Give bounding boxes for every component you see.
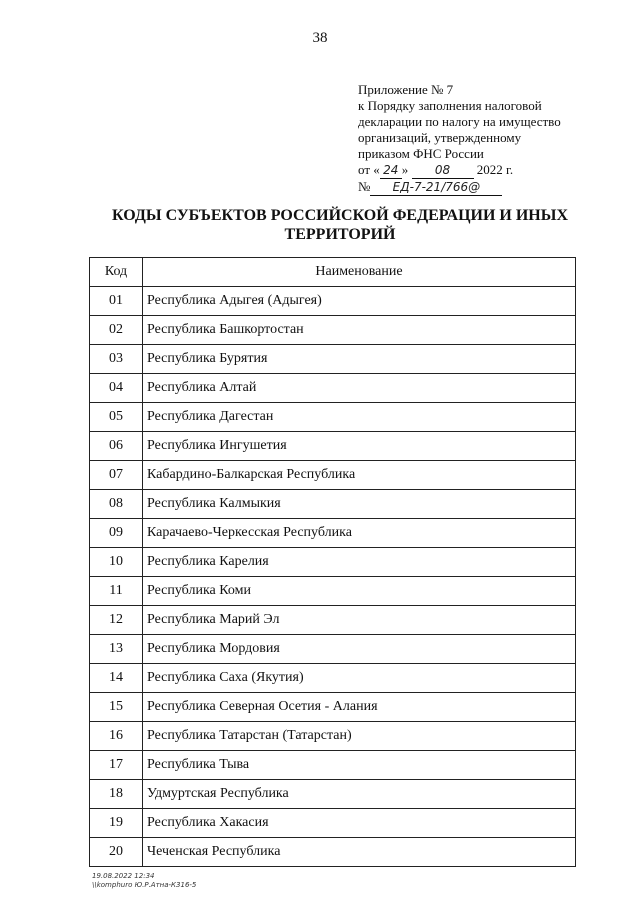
table-row <box>90 316 576 345</box>
date-prefix: от « <box>358 162 380 177</box>
table-row <box>90 693 576 722</box>
row-name: Республика Коми <box>143 577 576 606</box>
row-code: 02 <box>90 316 143 345</box>
title-line: ТЕРРИТОРИЙ <box>284 226 396 243</box>
row-code: 13 <box>90 635 143 664</box>
date-year: 2022 г. <box>476 162 514 177</box>
row-code: 19 <box>90 809 143 838</box>
footer-path: \\komphuro Ю.Р.Атна-К316-5 <box>92 881 197 889</box>
row-name: Чеченская Республика <box>143 838 576 867</box>
row-code: 09 <box>90 519 143 548</box>
row-code: 03 <box>90 345 143 374</box>
table-row <box>90 403 576 432</box>
row-code: 01 <box>90 287 143 316</box>
table-row <box>90 374 576 403</box>
table-header-row <box>90 258 576 287</box>
number-prefix: № <box>358 179 371 194</box>
table-row <box>90 345 576 374</box>
title-line: КОДЫ СУБЪЕКТОВ РОССИЙСКОЙ ФЕДЕРАЦИИ И ИНЫХ <box>112 207 568 224</box>
row-code: 17 <box>90 751 143 780</box>
header-name: Наименование <box>143 258 576 287</box>
row-code: 16 <box>90 722 143 751</box>
order-number-handwritten: ЕД-7-21/766@ <box>370 179 502 196</box>
table-row <box>90 606 576 635</box>
page-number: 38 <box>312 30 328 46</box>
table-row <box>90 519 576 548</box>
row-name: Республика Ингушетия <box>143 432 576 461</box>
footer-timestamp: 19.08.2022 12:34 <box>92 872 155 880</box>
row-name: Республика Башкортостан <box>143 316 576 345</box>
row-name: Республика Тыва <box>143 751 576 780</box>
row-code: 07 <box>90 461 143 490</box>
table-row <box>90 664 576 693</box>
row-name: Республика Саха (Якутия) <box>143 664 576 693</box>
appendix-date-line <box>358 162 578 179</box>
table-row <box>90 548 576 577</box>
header-code: Код <box>90 258 143 287</box>
row-code: 05 <box>90 403 143 432</box>
table-row <box>90 722 576 751</box>
row-name: Республика Татарстан (Татарстан) <box>143 722 576 751</box>
date-month-handwritten: 08 <box>412 162 474 179</box>
document-title <box>90 206 590 244</box>
row-name: Республика Северная Осетия - Алания <box>143 693 576 722</box>
row-name: Карачаево-Черкесская Республика <box>143 519 576 548</box>
appendix-line: декларации по налогу на имущество <box>358 114 561 129</box>
date-day-handwritten: 24 <box>380 162 402 179</box>
date-mid: » <box>401 162 409 177</box>
row-name: Республика Бурятия <box>143 345 576 374</box>
row-code: 04 <box>90 374 143 403</box>
appendix-line: к Порядку заполнения налоговой <box>358 98 542 113</box>
row-name: Республика Марий Эл <box>143 606 576 635</box>
row-code: 10 <box>90 548 143 577</box>
table-row <box>90 838 576 867</box>
table-row <box>90 490 576 519</box>
table-row <box>90 287 576 316</box>
table-row <box>90 635 576 664</box>
table-row <box>90 432 576 461</box>
appendix-block <box>358 82 578 196</box>
region-codes-table <box>89 257 576 867</box>
row-code: 12 <box>90 606 143 635</box>
row-name: Республика Дагестан <box>143 403 576 432</box>
row-code: 15 <box>90 693 143 722</box>
appendix-number-line <box>358 179 578 196</box>
table-row <box>90 809 576 838</box>
row-name: Кабардино-Балкарская Республика <box>143 461 576 490</box>
appendix-line: организаций, утвержденному <box>358 130 522 145</box>
row-code: 14 <box>90 664 143 693</box>
row-code: 08 <box>90 490 143 519</box>
table-row <box>90 751 576 780</box>
row-code: 06 <box>90 432 143 461</box>
row-code: 11 <box>90 577 143 606</box>
row-code: 20 <box>90 838 143 867</box>
print-footer <box>92 872 196 890</box>
row-name: Республика Алтай <box>143 374 576 403</box>
row-name: Республика Карелия <box>143 548 576 577</box>
table-row <box>90 461 576 490</box>
appendix-line: приказом ФНС России <box>358 146 484 161</box>
row-name: Республика Хакасия <box>143 809 576 838</box>
row-name: Республика Мордовия <box>143 635 576 664</box>
appendix-line: Приложение № 7 <box>358 82 454 97</box>
row-code: 18 <box>90 780 143 809</box>
row-name: Республика Калмыкия <box>143 490 576 519</box>
table-row <box>90 780 576 809</box>
row-name: Республика Адыгея (Адыгея) <box>143 287 576 316</box>
table-row <box>90 577 576 606</box>
row-name: Удмуртская Республика <box>143 780 576 809</box>
